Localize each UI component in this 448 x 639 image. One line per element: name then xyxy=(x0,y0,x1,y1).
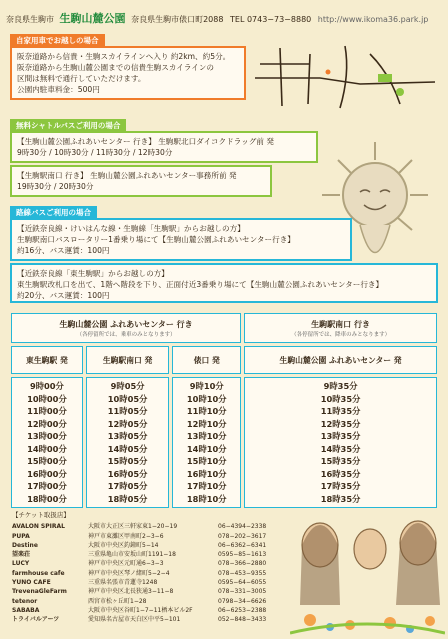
outlet-name: 望楽荘 xyxy=(12,551,31,559)
column-times-fureai-center xyxy=(244,377,437,508)
departure-time: 9時35分 xyxy=(323,381,358,391)
to-center-note: （各停留所では、乗車のみとなります） xyxy=(76,331,176,338)
departure-time: 18時00分 xyxy=(27,493,67,504)
outlet-name: Destine xyxy=(12,541,38,549)
departure-time: 9時05分 xyxy=(110,381,145,391)
departure-time: 9時10分 xyxy=(189,381,224,391)
departure-time: 15時10分 xyxy=(186,456,227,466)
departure-time: 16時00分 xyxy=(27,468,67,479)
departure-time: 16時10分 xyxy=(186,468,227,479)
ticket-outlet-row xyxy=(12,559,288,568)
departure-time: 15時05分 xyxy=(107,456,148,466)
bus-section-title: 路線バスご利用の場合 xyxy=(10,206,97,219)
departure-time: 18時05分 xyxy=(107,493,148,504)
shuttle-section-title: 無料シャトルバスご利用の場合 xyxy=(10,119,126,132)
outlet-name: SABABA xyxy=(12,606,40,614)
header-address: 奈良県生駒市俵口町2088 xyxy=(131,15,224,24)
timetable xyxy=(8,310,440,511)
departure-time: 15時35分 xyxy=(320,456,361,466)
ticket-outlets xyxy=(12,511,288,625)
header-tel: TEL 0743−73−8880 xyxy=(230,15,312,24)
outlet-phone: 06−4394−2338 xyxy=(218,523,267,531)
car-line: 区間は無料で通行していただけます。 xyxy=(17,74,146,83)
outlet-address: 西宮市松ヶ丘町1−28 xyxy=(88,597,147,605)
ticket-outlet-row xyxy=(12,606,288,615)
bus-route-2 xyxy=(10,263,438,303)
ticket-outlets-title: 【チケット取扱店】 xyxy=(12,511,70,519)
column-header: 俵口 発 xyxy=(172,346,241,374)
to-center-title: 生駒山麓公園 ふれあいセンター 行き xyxy=(59,319,193,329)
outlet-address: 神戸市中央区北長狭通3−11−8 xyxy=(88,588,174,596)
departure-time: 12時10分 xyxy=(186,418,227,429)
to-center-header xyxy=(11,313,241,343)
car-line: 阪奈道路から信貴・生駒スカイラインへ入り 約2km、約5分。 xyxy=(17,52,231,61)
car-line: 公園内駐車料金：500円 xyxy=(17,85,100,94)
departure-time: 10時00分 xyxy=(27,393,67,404)
to-station-title: 生駒駅南口 行き xyxy=(311,319,370,329)
bus-route-line: 生駒駅南口バスロータリー1番乗り場にて【生駒山麓公園ふれあいセンター行き】 xyxy=(17,235,295,244)
outlet-address: 神戸市中央区元町通6−3−3 xyxy=(88,560,164,568)
outlet-phone: 06−6253−2388 xyxy=(218,606,267,614)
shuttle-route-times: 19時30分 / 20時30分 xyxy=(17,182,94,191)
bus-route-1 xyxy=(10,218,352,261)
departure-time: 11時10分 xyxy=(186,406,227,416)
shuttle-route-times: 9時30分 / 10時30分 / 11時30分 / 12時30分 xyxy=(17,148,173,157)
departure-time: 15時00分 xyxy=(27,456,67,466)
car-section-title: 自家用車でお越しの場合 xyxy=(10,34,105,47)
departure-time: 17時00分 xyxy=(27,481,67,491)
ticket-outlet-row xyxy=(12,541,288,550)
bus-route-line: 【近鉄奈良線・けいはんな線・生駒線「生駒駅」からお越しの方】 xyxy=(17,224,245,233)
column-times-tawaraguchi xyxy=(172,377,241,508)
departure-time: 9時00分 xyxy=(29,381,64,391)
outlet-name: tetenor xyxy=(12,597,38,605)
outlet-address: 大阪市大正区三軒家東1−20−19 xyxy=(88,523,178,531)
departure-time: 18時10分 xyxy=(186,493,227,504)
outlet-phone: 06−6362−6341 xyxy=(218,541,267,549)
outlet-address: 神戸市中央区琴ノ緒町5−2−4 xyxy=(88,569,170,577)
outlet-address: 三重県亀山市安坂山町1191−18 xyxy=(88,551,176,559)
departure-time: 14時05分 xyxy=(107,443,148,454)
outlet-address: 愛知県名古屋市天白区中平5−101 xyxy=(88,616,181,624)
header-city: 奈良県生駒市 xyxy=(6,15,54,24)
outlet-phone: 078−331−3005 xyxy=(218,588,267,596)
departure-time: 10時35分 xyxy=(320,393,361,404)
departure-time: 11時00分 xyxy=(27,406,67,416)
outlet-address: 大阪市中央区谷町1−7−11栖本ビル2F xyxy=(88,606,193,614)
outlet-name: PUPA xyxy=(12,532,30,540)
car-section-box xyxy=(10,46,246,100)
outlet-address: 神戸市東灘区甲南町2−3−6 xyxy=(88,532,164,540)
departure-time: 10時10分 xyxy=(186,393,227,404)
outlet-phone: 078−366−2880 xyxy=(218,560,267,568)
outlet-name: farmhouse cafe xyxy=(12,569,65,577)
shuttle-route-heading: 【生駒山麓公園ふれあいセンター 行き】 生駒駅北口ダイコクドラッグ前 発 xyxy=(17,137,274,146)
ticket-outlet-row xyxy=(12,615,288,624)
departure-time: 13時05分 xyxy=(107,431,148,441)
departure-time: 14時10分 xyxy=(186,443,227,454)
departure-time: 17時10分 xyxy=(186,481,227,491)
bus-route-line: 【近鉄奈良線「東生駒駅」からお越しの方】 xyxy=(17,269,169,278)
outlet-phone: 0595−64−6055 xyxy=(218,579,267,587)
departure-time: 11時05分 xyxy=(107,406,148,416)
outlet-name: トライバルアーツ xyxy=(12,616,60,624)
column-header: 東生駒駅 発 xyxy=(11,346,83,374)
departure-time: 17時35分 xyxy=(320,481,361,491)
ticket-outlet-row xyxy=(12,597,288,606)
characters-illustration xyxy=(290,505,445,635)
shuttle-route-heading: 【生駒駅南口 行き】 生駒山麓公園ふれあいセンター事務所前 発 xyxy=(17,171,237,180)
column-times-ikoma-south xyxy=(86,377,170,508)
ticket-outlet-row xyxy=(12,550,288,559)
outlet-address: 大阪市中央区釣鐘町5−14 xyxy=(88,541,159,549)
departure-time: 13時35分 xyxy=(320,431,361,441)
access-map xyxy=(250,44,440,110)
departure-time: 12時35分 xyxy=(320,418,361,429)
outlet-address: 三重県名張市青蓮寺1248 xyxy=(88,579,158,587)
header-url[interactable]: http://www.ikoma36.park.jp xyxy=(317,15,429,24)
outlet-name: YUNO CAFE xyxy=(12,579,51,587)
departure-time: 13時10分 xyxy=(186,431,227,441)
outlet-name: TrevenaGleFarm xyxy=(12,588,67,596)
ticket-outlet-row xyxy=(12,569,288,578)
ticket-outlet-row xyxy=(12,532,288,541)
header-park-name: 生駒山麓公園 xyxy=(59,12,126,25)
departure-time: 14時35分 xyxy=(320,443,361,454)
departure-time: 18時35分 xyxy=(320,493,361,504)
departure-time: 12時05分 xyxy=(107,418,148,429)
column-header: 生駒駅南口 発 xyxy=(86,346,170,374)
outlet-phone: 078−202−3617 xyxy=(218,532,267,540)
departure-time: 11時35分 xyxy=(320,406,361,416)
ticket-outlet-row xyxy=(12,522,288,531)
car-line: 阪奈道路から生駒山麓公園までの信貴生駒スカイラインの xyxy=(17,63,214,72)
outlet-name: LUCY xyxy=(12,560,30,568)
header xyxy=(6,10,428,26)
column-times-higashi-ikoma xyxy=(11,377,83,508)
departure-time: 14時00分 xyxy=(27,443,67,454)
outlet-name: AVALON SPIRAL xyxy=(12,523,65,531)
ticket-outlet-row xyxy=(12,587,288,596)
ticket-outlet-row xyxy=(12,578,288,587)
departure-time: 10時05分 xyxy=(107,393,148,404)
departure-time: 17時05分 xyxy=(107,481,148,491)
outlet-phone: 0798−34−6626 xyxy=(218,597,267,605)
bus-route-line: 東生駒駅改札口を出て、1階へ階段を下り、正面付近3番乗り場にて【生駒山麓公園ふれあいセンター行き】 xyxy=(17,280,384,289)
column-header: 生駒山麓公園 ふれあいセンター 発 xyxy=(244,346,437,374)
bus-route-line: 約20分、バス運賃：100円 xyxy=(17,291,110,300)
shuttle-route-2 xyxy=(10,165,272,197)
departure-time: 12時00分 xyxy=(27,418,67,429)
departure-time: 16時35分 xyxy=(320,468,361,479)
to-station-note: （各停留所では、降車のみとなります） xyxy=(291,331,391,338)
outlet-phone: 052−848−3433 xyxy=(218,616,267,624)
departure-time: 13時00分 xyxy=(27,431,67,441)
to-station-header xyxy=(244,313,437,343)
shuttle-route-1 xyxy=(10,131,318,163)
bus-route-line: 約16分、バス運賃：100円 xyxy=(17,246,110,255)
departure-time: 16時05分 xyxy=(107,468,148,479)
outlet-phone: 078−453−9355 xyxy=(218,569,267,577)
outlet-phone: 0595−85−1613 xyxy=(218,551,267,559)
